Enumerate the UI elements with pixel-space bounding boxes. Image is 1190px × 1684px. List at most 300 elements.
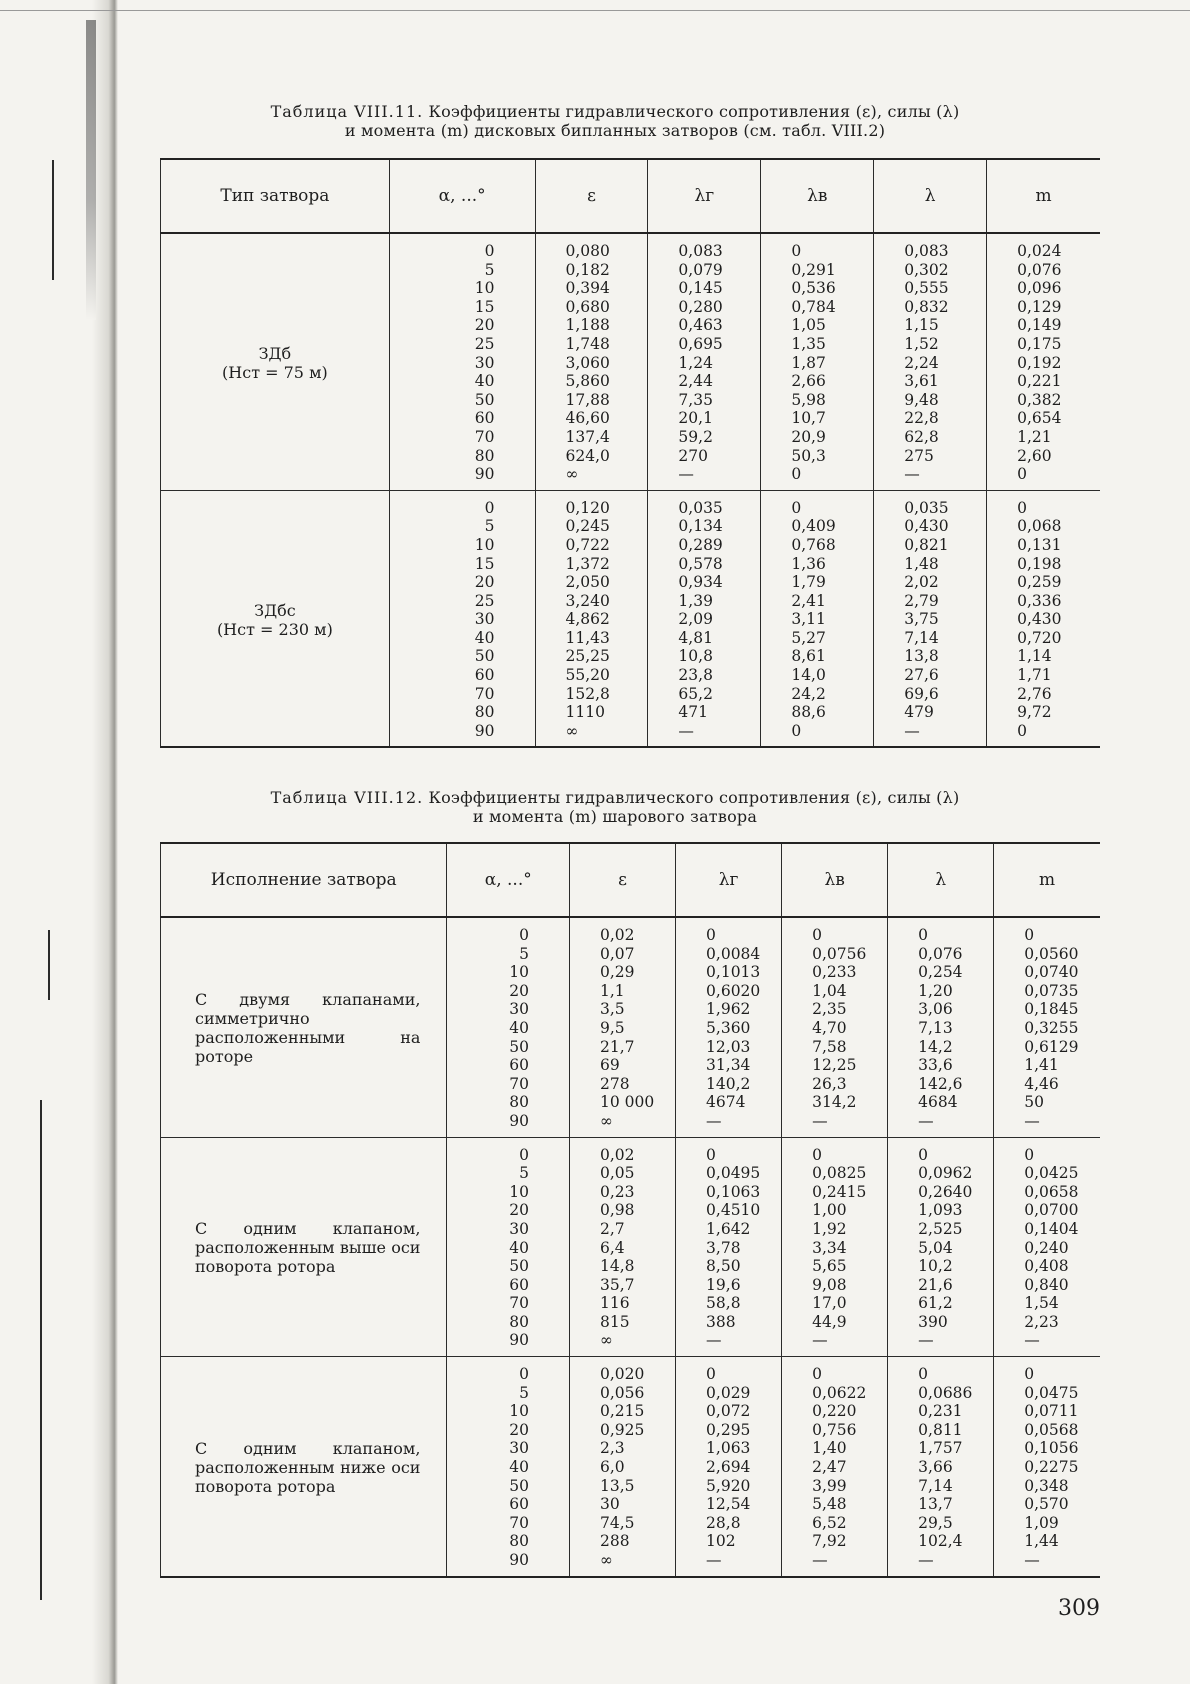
- table-cell-value: 58,8: [706, 1294, 741, 1313]
- table-cell-value: 60: [474, 409, 495, 428]
- table-cell-value: 0: [706, 926, 716, 944]
- lambda-v-column: [761, 233, 874, 490]
- table-cell-value: 0,1013: [706, 963, 761, 982]
- table2-group-row: [161, 1137, 1101, 1357]
- table-cell-value: 0: [812, 1365, 822, 1384]
- table-cell-value: 0,0825: [812, 1164, 867, 1183]
- lambda-values: [918, 1365, 993, 1570]
- table-cell-value: 388: [706, 1312, 736, 1331]
- table-cell-value: 17,88: [565, 390, 610, 409]
- table-cell-value: 0,811: [918, 1420, 963, 1439]
- table-cell-value: 2,66: [791, 372, 826, 391]
- table-cell-value: 0,348: [1024, 1476, 1069, 1495]
- alpha-values: [447, 1146, 529, 1351]
- table-cell-value: 0,409: [791, 517, 836, 536]
- table-cell-value: 142,6: [918, 1074, 963, 1093]
- table-cell-value: 815: [599, 1312, 630, 1331]
- alpha-column: [389, 490, 535, 747]
- table-cell-value: 61,2: [918, 1294, 953, 1313]
- eps-column: [535, 233, 648, 490]
- table-cell-value: ∞: [565, 721, 579, 740]
- table-cell-value: ∞: [599, 1551, 613, 1569]
- table-cell-value: 0,463: [678, 316, 723, 335]
- table-cell-value: 13,7: [918, 1495, 953, 1514]
- table-cell-value: 21,7: [599, 1037, 635, 1056]
- table-cell-value: 60: [509, 1275, 529, 1294]
- table-cell-value: 3,060: [565, 353, 610, 372]
- table-cell-value: 0,0084: [706, 944, 761, 963]
- table-cell-value: 4,70: [812, 1018, 847, 1037]
- table-cell-value: 2,44: [678, 372, 713, 391]
- table-cell-value: 0,536: [791, 279, 836, 298]
- table-cell-value: 74,5: [599, 1513, 635, 1532]
- table-cell-value: 1,24: [678, 353, 713, 372]
- table-cell-value: 9,48: [904, 390, 939, 409]
- table-cell-value: 2,525: [918, 1219, 963, 1238]
- table-cell-value: 0,192: [1017, 353, 1062, 372]
- table-cell-value: 0,129: [1017, 297, 1062, 316]
- lambda-v-values: [791, 242, 873, 484]
- table-cell-value: 0: [519, 1145, 529, 1164]
- table-cell-value: —: [706, 1551, 722, 1569]
- table-cell-value: 0,578: [678, 554, 723, 573]
- table-cell-value: 0,0560: [1024, 944, 1079, 963]
- table2-caption-line1: Коэффициенты гидравлического сопротивления (ε), силы (λ): [428, 788, 960, 807]
- table-cell-value: 88,6: [791, 703, 826, 722]
- table-cell-value: 0: [812, 1145, 822, 1164]
- table-cell-value: 50: [474, 647, 495, 666]
- table-cell-value: 0,07: [599, 944, 635, 963]
- margin-mark: [48, 930, 50, 1000]
- table-cell-value: 0,096: [1017, 279, 1062, 298]
- table-cell-value: 0,020: [599, 1365, 645, 1384]
- table-cell-value: —: [812, 1111, 828, 1130]
- table-cell-value: 69: [599, 1056, 620, 1075]
- table-cell-value: 59,2: [678, 427, 713, 446]
- alpha-values: [447, 1365, 529, 1570]
- table-cell-value: 31,34: [706, 1056, 751, 1075]
- gate-type-pressure: (Hст = 75 м): [222, 362, 328, 382]
- table-cell-value: 2,7: [599, 1219, 625, 1238]
- table-cell-value: 1,14: [1017, 647, 1052, 666]
- table-cell-value: 3,75: [904, 610, 939, 629]
- table-cell-value: 5: [484, 517, 495, 536]
- table-cell-value: 15: [474, 297, 495, 316]
- table1: [160, 158, 1100, 748]
- lambda-values: [918, 926, 993, 1131]
- table-cell-value: 0,2415: [812, 1182, 867, 1201]
- table-cell-value: 0,0962: [918, 1164, 973, 1183]
- table-cell-value: 10,7: [791, 409, 826, 428]
- table-cell-value: 4,81: [678, 628, 713, 647]
- table-cell-value: 137,4: [565, 427, 610, 446]
- table-cell-value: 0: [918, 1365, 929, 1384]
- book-binding-shadow: [0, 0, 118, 1684]
- table-cell-value: 0: [519, 1365, 529, 1384]
- table-cell-value: 1110: [565, 703, 605, 722]
- table-cell-value: 278: [599, 1074, 630, 1093]
- table-cell-value: 1,20: [918, 981, 953, 1000]
- table-cell-value: 14,8: [599, 1257, 635, 1276]
- m-column: [994, 917, 1100, 1137]
- binding-dark-streak: [86, 20, 96, 320]
- eps-column: [569, 917, 675, 1137]
- table-cell-value: 80: [474, 446, 495, 465]
- table-cell-value: 4684: [918, 1093, 958, 1112]
- table-cell-value: —: [1024, 1331, 1040, 1350]
- table-cell-value: 30: [509, 1000, 529, 1019]
- table-cell-value: 55,20: [565, 666, 610, 685]
- table-cell-value: 0,832: [904, 297, 949, 316]
- table-cell-value: 20: [474, 316, 495, 335]
- lambda-g-values: [678, 499, 760, 741]
- table-cell-value: 0,1845: [1024, 1000, 1079, 1019]
- table-cell-value: 1,00: [812, 1201, 847, 1220]
- table-cell-value: 17,0: [812, 1294, 847, 1313]
- table-cell-value: 0,430: [904, 517, 949, 536]
- table1-header-lambda-g: λг: [648, 159, 761, 233]
- table-cell-value: 1,15: [904, 316, 939, 335]
- table-cell-value: 0,080: [565, 242, 610, 260]
- table-cell-value: 0,131: [1017, 535, 1062, 554]
- table1-header-eps: ε: [535, 159, 648, 233]
- table-cell-value: 0: [1017, 498, 1028, 517]
- table-cell-value: 70: [474, 427, 495, 446]
- lambda-g-column: [676, 1137, 782, 1357]
- table-cell-value: 1,21: [1017, 427, 1052, 446]
- table-cell-value: 40: [509, 1238, 529, 1257]
- table-cell-value: 6,52: [812, 1513, 847, 1532]
- table-cell-value: 0,3255: [1024, 1018, 1079, 1037]
- table-cell-value: 4674: [706, 1093, 746, 1112]
- table-cell-value: 288: [599, 1532, 630, 1551]
- table-cell-value: 0,295: [706, 1420, 751, 1439]
- table-cell-value: 0,0686: [918, 1383, 973, 1402]
- table-cell-value: 70: [509, 1513, 529, 1532]
- table-cell-value: 0,0735: [1024, 981, 1079, 1000]
- table-cell-value: 0,1063: [706, 1182, 761, 1201]
- table-cell-value: 1,79: [791, 573, 826, 592]
- table-cell-value: 0: [1017, 721, 1028, 740]
- table-cell-value: 479: [904, 703, 934, 722]
- table-cell-value: 10: [474, 279, 495, 298]
- table-cell-value: 65,2: [678, 684, 713, 703]
- top-scan-line: [0, 10, 1190, 11]
- table-cell-value: 0,29: [599, 963, 635, 982]
- table-cell-value: 20,1: [678, 409, 713, 428]
- table-cell-value: 0,840: [1024, 1275, 1069, 1294]
- table-cell-value: 0,4510: [706, 1201, 761, 1220]
- table1-header-m: m: [987, 159, 1100, 233]
- table-cell-value: 0: [519, 926, 529, 944]
- table-cell-value: 90: [474, 465, 495, 484]
- table-cell-value: 50: [509, 1257, 529, 1276]
- table-cell-value: 5,920: [706, 1476, 751, 1495]
- table-cell-value: 0,0700: [1024, 1201, 1079, 1220]
- table-cell-value: —: [1024, 1111, 1040, 1130]
- table-cell-value: 5: [484, 260, 495, 279]
- table-cell-value: 12,03: [706, 1037, 751, 1056]
- table-cell-value: 0,035: [678, 498, 723, 517]
- table-cell-value: 80: [474, 703, 495, 722]
- table-cell-value: 20: [474, 573, 495, 592]
- table1-header-row: [161, 159, 1101, 233]
- table-cell-value: 7,58: [812, 1037, 847, 1056]
- table-cell-value: 5,65: [812, 1257, 847, 1276]
- table-cell-value: 0,654: [1017, 409, 1062, 428]
- table-cell-value: 5: [519, 944, 529, 963]
- table-cell-value: 1,44: [1024, 1532, 1059, 1551]
- table-cell-value: 0,221: [1017, 372, 1062, 391]
- table-cell-value: 0,934: [678, 573, 723, 592]
- table-cell-value: 0,695: [678, 334, 723, 353]
- table-cell-value: —: [1024, 1551, 1040, 1569]
- table-cell-value: 102,4: [918, 1532, 963, 1551]
- table2-caption: [150, 788, 1080, 826]
- lambda-v-column: [782, 917, 888, 1137]
- alpha-column: [389, 233, 535, 490]
- gate-type-name: ЗДбс: [254, 600, 296, 620]
- table2: [160, 842, 1100, 1578]
- table-cell-value: 9,08: [812, 1275, 847, 1294]
- table-cell-value: 270: [678, 446, 709, 465]
- table-cell-value: 80: [509, 1312, 529, 1331]
- gate-type-pressure: (Hст = 230 м): [216, 619, 333, 639]
- table-cell-value: 1,92: [812, 1219, 847, 1238]
- table-cell-value: 0,6020: [706, 981, 761, 1000]
- table-cell-value: 1,962: [706, 1000, 751, 1019]
- table-cell-value: 0,1056: [1024, 1439, 1079, 1458]
- table-cell-value: 11,43: [565, 628, 610, 647]
- table-cell-value: 33,6: [918, 1056, 953, 1075]
- table-cell-value: 0,068: [1017, 517, 1062, 536]
- table-cell-value: 0,024: [1017, 242, 1062, 260]
- table-cell-value: 0,083: [904, 242, 949, 260]
- table-cell-value: 5: [519, 1383, 529, 1402]
- lambda-column: [888, 1357, 994, 1577]
- table-cell-value: 90: [509, 1331, 529, 1350]
- table-cell-value: 9,5: [599, 1018, 625, 1037]
- lambda-column: [874, 233, 987, 490]
- table-cell-value: 152,8: [565, 684, 610, 703]
- eps-column: [569, 1137, 675, 1357]
- table-cell-value: 25: [474, 591, 495, 610]
- table1-header-lambda-v: λв: [761, 159, 874, 233]
- table-cell-value: 7,14: [918, 1476, 953, 1495]
- m-column: [994, 1357, 1100, 1577]
- table-cell-value: 624,0: [565, 446, 610, 465]
- table-cell-value: 20,9: [791, 427, 826, 446]
- table-cell-value: 60: [509, 1495, 529, 1514]
- table-cell-value: 0,245: [565, 517, 610, 536]
- table-cell-value: 1,54: [1024, 1294, 1059, 1313]
- table-cell-value: 0,720: [1017, 628, 1062, 647]
- m-values: [1017, 499, 1100, 741]
- table-cell-value: 90: [509, 1111, 529, 1130]
- table-cell-value: 0,182: [565, 260, 610, 279]
- table-cell-value: 0: [1024, 1365, 1035, 1384]
- table-cell-value: 1,71: [1017, 666, 1052, 685]
- table-cell-value: 1,093: [918, 1201, 963, 1220]
- table-cell-value: 14,0: [791, 666, 826, 685]
- lambda-v-values: [812, 1365, 887, 1570]
- table-cell-value: 0,035: [904, 498, 949, 517]
- table-cell-value: 60: [509, 1056, 529, 1075]
- table-cell-value: 90: [509, 1551, 529, 1569]
- lambda-values: [918, 1146, 993, 1351]
- table1-group-type: [161, 233, 390, 490]
- table-cell-value: 21,6: [918, 1275, 953, 1294]
- table-cell-value: 0,98: [599, 1201, 635, 1220]
- table-cell-value: 2,35: [812, 1000, 847, 1019]
- table-cell-value: 0,0475: [1024, 1383, 1079, 1402]
- table-cell-value: 1,35: [791, 334, 826, 353]
- table-cell-value: 1,48: [904, 554, 939, 573]
- table-cell-value: 80: [509, 1093, 529, 1112]
- table-cell-value: 50: [1024, 1093, 1044, 1112]
- table-cell-value: 1,87: [791, 353, 826, 372]
- table-cell-value: 30: [509, 1439, 529, 1458]
- table-cell-value: 10: [509, 1402, 529, 1421]
- lambda-v-values: [812, 1146, 887, 1351]
- table-cell-value: 0,0711: [1024, 1402, 1079, 1421]
- table-cell-value: 19,6: [706, 1275, 741, 1294]
- table-cell-value: 0,302: [904, 260, 949, 279]
- table-cell-value: 90: [474, 721, 495, 740]
- table-cell-value: 25,25: [565, 647, 610, 666]
- table-cell-value: 0,570: [1024, 1495, 1069, 1514]
- table-cell-value: 23,8: [678, 666, 713, 685]
- m-column: [987, 490, 1100, 747]
- table2-group-type: С двумя клапанами, симметрично расположенными на роторе: [161, 917, 447, 1137]
- lambda-g-column: [648, 233, 761, 490]
- table2-header-m: m: [994, 843, 1100, 917]
- table-cell-value: 4,46: [1024, 1074, 1059, 1093]
- table-cell-value: 3,34: [812, 1238, 847, 1257]
- table-cell-value: 1,40: [812, 1439, 847, 1458]
- table-cell-value: 0: [791, 465, 802, 484]
- table-cell-value: 50: [509, 1037, 529, 1056]
- table1-caption-line2: и момента (m) дисковых бипланных затворов (см. табл. VIII.2): [344, 121, 886, 140]
- table-cell-value: 2,60: [1017, 446, 1052, 465]
- page-number: 309: [1058, 1596, 1100, 1621]
- table1-group-row: [161, 490, 1101, 747]
- table-cell-value: 0: [706, 1145, 716, 1164]
- table-cell-value: 0,02: [599, 926, 635, 944]
- table-cell-value: 3,61: [904, 372, 939, 391]
- table-cell-value: 0,2275: [1024, 1458, 1079, 1477]
- table-cell-value: 2,79: [904, 591, 939, 610]
- table-cell-value: 1,1: [599, 981, 625, 1000]
- table2-group-type: С одним клапаном, расположенным ниже оси поворота ротора: [161, 1357, 447, 1577]
- table-cell-value: 0,6129: [1024, 1037, 1079, 1056]
- table-cell-value: —: [918, 1111, 934, 1130]
- table-cell-value: 0,0658: [1024, 1182, 1079, 1201]
- eps-values: [600, 1146, 675, 1351]
- table-cell-value: ∞: [599, 1111, 613, 1130]
- table-cell-value: 0,0740: [1024, 963, 1079, 982]
- table1-caption-line1: Коэффициенты гидравлического сопротивления (ε), силы (λ): [428, 102, 960, 121]
- table2-header-row: [161, 843, 1101, 917]
- table-cell-value: 70: [509, 1074, 529, 1093]
- table-cell-value: 3,78: [706, 1238, 741, 1257]
- alpha-column: [447, 1357, 570, 1577]
- table-cell-value: 1,52: [904, 334, 939, 353]
- lambda-column: [874, 490, 987, 747]
- table2-group-row: [161, 1357, 1101, 1577]
- table-cell-value: 0: [484, 498, 495, 517]
- table-cell-value: 0,382: [1017, 390, 1062, 409]
- m-values: [1017, 242, 1100, 484]
- table1-header-type: Тип затвора: [161, 159, 390, 233]
- table-cell-value: 6,4: [599, 1238, 625, 1257]
- table-cell-value: 140,2: [706, 1074, 751, 1093]
- table-cell-value: 0,280: [678, 297, 723, 316]
- table-cell-value: 102: [706, 1532, 736, 1551]
- table-cell-value: 29,5: [918, 1513, 953, 1532]
- lambda-g-values: [706, 1146, 781, 1351]
- table-cell-value: 40: [509, 1458, 529, 1477]
- table-cell-value: 0: [791, 242, 802, 260]
- table2-header-lambda-v: λв: [782, 843, 888, 917]
- table-cell-value: —: [812, 1551, 828, 1569]
- table-cell-value: 1,642: [706, 1219, 751, 1238]
- table-cell-value: 50: [474, 390, 495, 409]
- table2-group-row: [161, 917, 1101, 1137]
- table-cell-value: 30: [474, 353, 495, 372]
- table-cell-value: 14,2: [918, 1037, 953, 1056]
- table-cell-value: —: [706, 1111, 722, 1130]
- table-cell-value: —: [678, 465, 694, 484]
- table2-caption-line2: и момента (m) шарового затвора: [472, 807, 758, 826]
- table-cell-value: 40: [474, 628, 495, 647]
- margin-mark: [40, 1100, 42, 1600]
- table-cell-value: 8,61: [791, 647, 826, 666]
- lambda-g-values: [706, 1365, 781, 1570]
- table-cell-value: 3,66: [918, 1458, 953, 1477]
- eps-column: [569, 1357, 675, 1577]
- lambda-values: [904, 242, 986, 484]
- table1-header-lambda: λ: [874, 159, 987, 233]
- table-cell-value: 1,372: [565, 554, 610, 573]
- table-cell-value: 0,220: [812, 1402, 857, 1421]
- table-cell-value: 13,8: [904, 647, 939, 666]
- table-cell-value: 3,99: [812, 1476, 847, 1495]
- lambda-column: [888, 917, 994, 1137]
- table-cell-value: 0,23: [599, 1182, 635, 1201]
- table-cell-value: 0,0568: [1024, 1420, 1079, 1439]
- table-cell-value: 0,231: [918, 1402, 963, 1421]
- table-cell-value: 12,25: [812, 1056, 857, 1075]
- table-cell-value: 0,768: [791, 535, 836, 554]
- table-cell-value: 0: [791, 498, 802, 517]
- lambda-g-column: [648, 490, 761, 747]
- table-cell-value: 40: [509, 1018, 529, 1037]
- table-cell-value: 5,98: [791, 390, 826, 409]
- table-cell-value: 35,7: [599, 1275, 635, 1294]
- table-cell-value: 2,23: [1024, 1312, 1059, 1331]
- table-cell-value: 5,360: [706, 1018, 751, 1037]
- table-cell-value: 30: [509, 1219, 529, 1238]
- table-cell-value: —: [706, 1331, 722, 1350]
- table-cell-value: 0,336: [1017, 591, 1062, 610]
- table-cell-value: 0,149: [1017, 316, 1062, 335]
- table-cell-value: 314,2: [812, 1093, 857, 1112]
- table-cell-value: 0,02: [599, 1145, 635, 1164]
- table1-caption-label: Таблица VIII.11.: [270, 102, 424, 121]
- table-cell-value: 0,056: [599, 1383, 645, 1402]
- lambda-g-column: [676, 917, 782, 1137]
